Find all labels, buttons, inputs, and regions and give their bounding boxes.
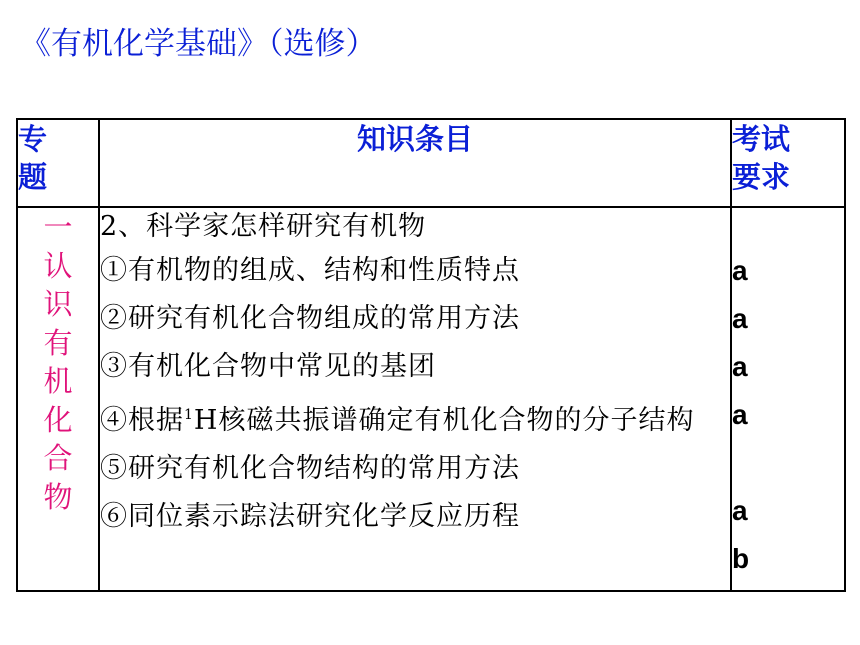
header-topic-line-1: 专: [18, 122, 48, 156]
topic-char: 合: [43, 441, 73, 475]
requirement-level: a: [732, 399, 748, 430]
header-exam-requirement: [731, 119, 845, 207]
list-item: ②研究有机化合物组成的常用方法: [100, 303, 520, 334]
list-item: ③有机化合物中常见的基团: [100, 351, 436, 382]
superscript: 1: [184, 407, 194, 423]
topic-char: 机: [43, 364, 73, 398]
requirement-level: b: [732, 543, 750, 574]
item-text-after: H核磁共振谱确定有机化合物的分子结构: [193, 405, 695, 436]
header-requirement-line-1: 考试: [732, 122, 791, 156]
topic-cell: [17, 207, 99, 591]
topic-char: 一: [43, 210, 73, 244]
requirement-spacer: [732, 208, 844, 246]
requirement-level: a: [732, 255, 748, 286]
page-title: 《有机化学基础》（选修）: [20, 26, 377, 62]
topic-char: 物: [43, 479, 73, 514]
header-topic: [17, 119, 99, 207]
items-cell: [99, 207, 731, 591]
list-item: ①有机物的组成、结构和性质特点: [100, 255, 520, 286]
table-row: [17, 207, 845, 591]
list-item: ⑤研究有机化合物结构的常用方法: [100, 453, 520, 484]
header-knowledge-item: 知识条目: [99, 119, 731, 207]
header-requirement-line-2: 要求: [732, 160, 791, 194]
topic-char: 化: [43, 402, 73, 437]
requirement-level: a: [732, 351, 748, 382]
header-topic-line-2: 题: [18, 160, 48, 194]
requirement-level: a: [732, 495, 748, 526]
section-heading: 2、科学家怎样研究有机物: [100, 211, 427, 242]
requirements-cell: [731, 207, 845, 591]
list-item: [100, 396, 730, 440]
syllabus-table: [16, 118, 846, 592]
list-item: ⑥同位素示踪法研究化学反应历程: [100, 501, 520, 532]
item-text-before: ④根据: [100, 405, 184, 436]
topic-char: 识: [43, 287, 73, 321]
topic-char: 认: [43, 248, 73, 283]
table-header-row: [17, 119, 845, 207]
topic-char: 有: [43, 325, 73, 360]
requirement-level: a: [732, 303, 748, 334]
